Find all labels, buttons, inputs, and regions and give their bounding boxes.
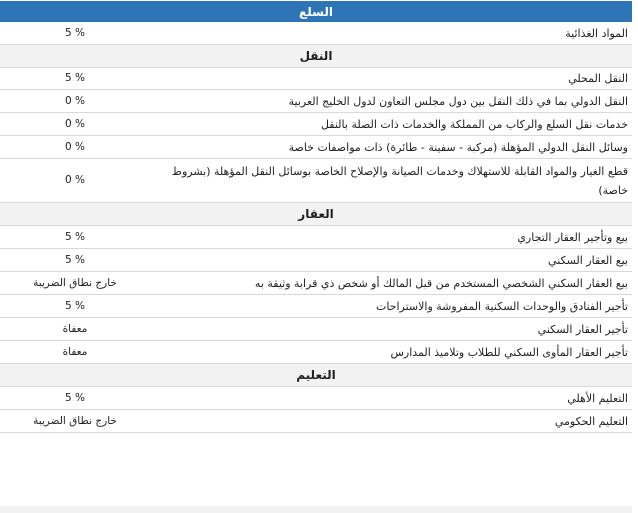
row-rate: % 5 (64, 299, 85, 312)
table-row (0, 226, 632, 249)
row-label: تأجير العقار المأوى السكني للطلاب وتلاميذ المدارس (390, 345, 628, 359)
table-row (0, 272, 632, 295)
table-row (0, 68, 632, 90)
row-label: خدمات نقل السلع والركاب من المملكة والخدمات ذات الصلة بالنقل (320, 117, 628, 131)
transport-section-row (0, 45, 632, 68)
row-rate: معفاة (62, 322, 88, 335)
row-rate: خارج نطاق الضريبة (33, 414, 117, 427)
row-label: التعليم الأهلي (567, 391, 628, 405)
row-label: بيع العقار السكني (548, 253, 628, 267)
row-rate: % 5 (64, 72, 85, 84)
row-rate: % 5 (64, 253, 85, 266)
table-row (0, 341, 632, 364)
row-label: النقل الدولي بما في ذلك النقل بين دول مجلس التعاون لدول الخليج العربية (288, 94, 628, 108)
row-label: النقل المحلي (568, 72, 628, 85)
row-label: التعليم الحكومي (554, 414, 628, 428)
row-label: تأجير الفنادق والوحدات السكنية المفروشة والاستراحات (375, 299, 628, 313)
row-label: تأجير العقار السكني (537, 322, 628, 336)
table-row (0, 136, 632, 159)
realestate-section-row (0, 203, 632, 226)
table-row (0, 90, 632, 113)
row-rate: % 0 (64, 117, 85, 130)
row-rate: % 0 (64, 94, 85, 107)
table-row (0, 113, 632, 136)
goods-header-row (0, 1, 632, 23)
row-label: قطع الغيار والمواد القابلة للاستهلاك وخدمات الصيانة والإصلاح الخاصة بوسائل النقل المؤهلة (بشروط خاصة) (171, 164, 628, 197)
goods-header: السلع (299, 4, 333, 19)
row-rate: % 0 (64, 174, 85, 186)
education-section-row (0, 364, 632, 387)
table-row (0, 295, 632, 318)
table-row (0, 387, 632, 410)
table-row (0, 23, 632, 45)
row-label: وسائل النقل الدولي المؤهلة (مركبة - سفينة - طائرة) ذات مواصفات خاصة (288, 140, 628, 154)
education-header: التعليم (296, 368, 336, 382)
table-row (0, 159, 632, 203)
row-label: بيع وتأجير العقار التجاري (517, 230, 628, 244)
table-row (0, 249, 632, 272)
realestate-header: العقار (298, 207, 334, 221)
food-label: المواد الغذائية (565, 27, 628, 40)
table-row (0, 410, 632, 433)
row-label: بيع العقار السكني الشخصي المستخدم من قبل المالك أو شخص ذي قرابة وثيقة به (254, 276, 628, 290)
row-rate: % 5 (64, 230, 85, 243)
table-row (0, 318, 632, 341)
cropped-next-row (0, 506, 632, 513)
food-rate: % 5 (64, 27, 85, 39)
row-rate: % 0 (64, 140, 85, 153)
row-rate: % 5 (64, 391, 85, 404)
transport-header: النقل (299, 49, 333, 63)
row-rate: معفاة (62, 345, 88, 358)
row-rate: خارج نطاق الضريبة (33, 276, 117, 289)
